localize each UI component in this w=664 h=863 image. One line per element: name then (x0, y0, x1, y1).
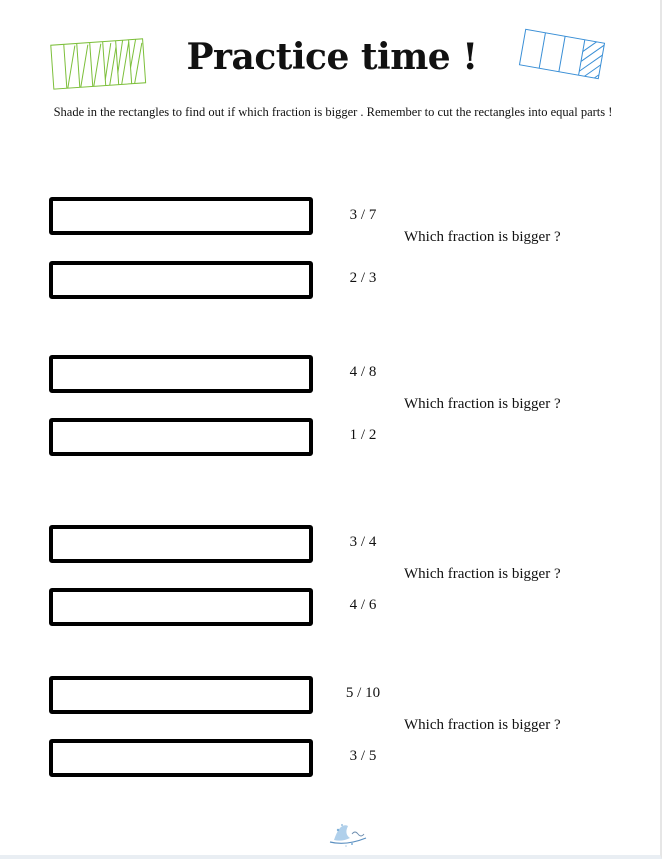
fraction-label: 4 / 6 (349, 597, 377, 613)
fraction-rectangle-top[interactable] (49, 355, 313, 393)
fraction-label: 3 / 7 (349, 207, 377, 223)
fraction-rectangle-top[interactable] (49, 197, 313, 235)
fraction-label: 3 / 4 (349, 534, 377, 550)
question-text: Which fraction is bigger ? (404, 717, 561, 733)
instructions-text: Shade in the rectangles to find out if which fraction is bigger . Remember to cut the rectangles into equal parts ! (53, 105, 613, 119)
fraction-rectangle-top[interactable] (49, 525, 313, 563)
question-text: Which fraction is bigger ? (404, 229, 561, 245)
fraction-label: 4 / 8 (349, 364, 377, 380)
fraction-label: 5 / 10 (345, 685, 381, 701)
question-text: Which fraction is bigger ? (404, 396, 561, 412)
brand-logo-icon (326, 816, 374, 850)
fraction-label: 3 / 5 (349, 748, 377, 764)
fraction-label: 1 / 2 (349, 427, 377, 443)
fraction-rectangle-bottom[interactable] (49, 261, 313, 299)
fraction-rectangle-top[interactable] (49, 676, 313, 714)
fraction-label: 2 / 3 (349, 270, 377, 286)
fraction-rectangle-bottom[interactable] (49, 739, 313, 777)
fraction-rectangle-bottom[interactable] (49, 588, 313, 626)
question-text: Which fraction is bigger ? (404, 566, 561, 582)
fraction-rectangle-bottom[interactable] (49, 418, 313, 456)
page-title: Practice time ! (186, 36, 478, 78)
